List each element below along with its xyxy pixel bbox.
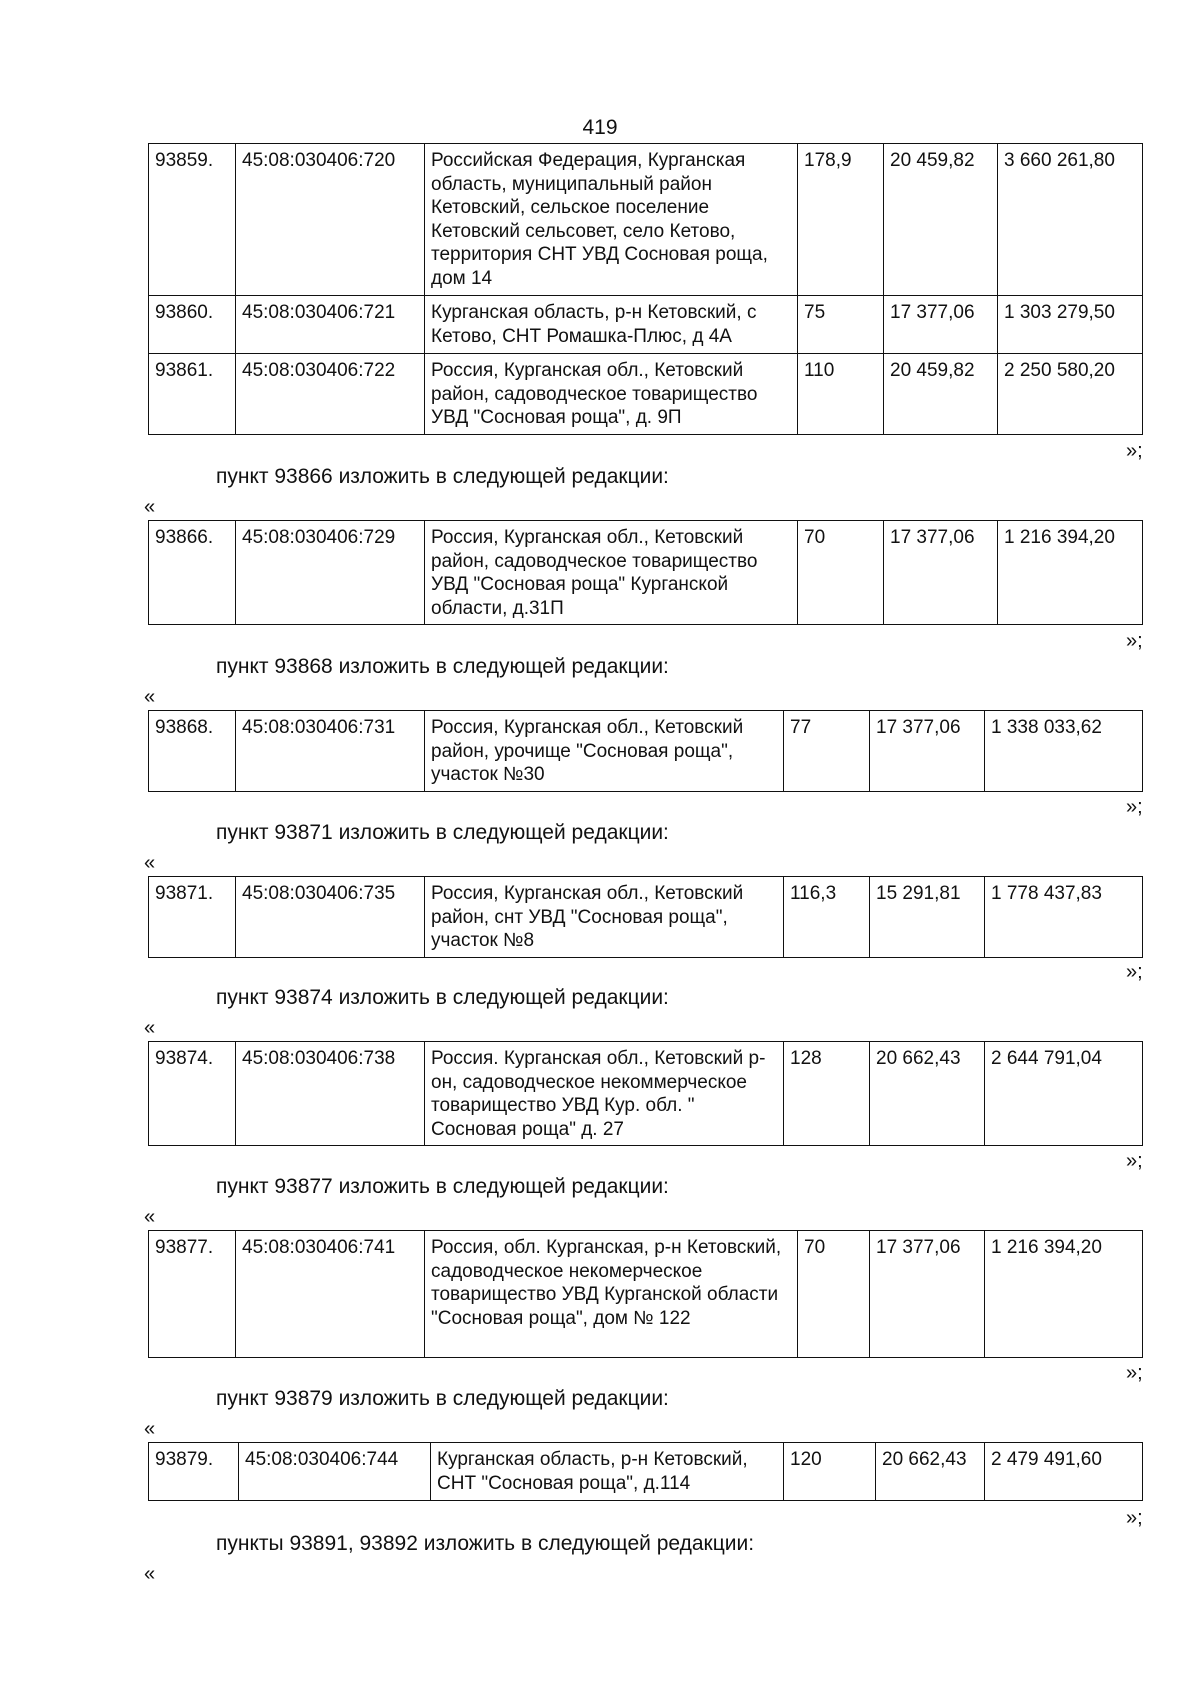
opening-quote: « [144, 852, 156, 874]
row-number: 93879. [149, 1443, 239, 1501]
address: Курганская область, р-н Кетовский, с Кетово, СНТ Ромашка-Плюс, д 4А [425, 296, 798, 354]
section-heading: пункт 93874 изложить в следующей редакции: [216, 986, 669, 1009]
section-heading: пункт 93866 изложить в следующей редакции: [216, 465, 669, 488]
cadastral-number: 45:08:030406:731 [236, 711, 425, 792]
section-heading: пункт 93871 изложить в следующей редакции: [216, 821, 669, 844]
table-block-93879 [148, 1442, 1144, 1501]
page-number: 419 [582, 116, 618, 139]
area: 77 [784, 711, 870, 792]
cadastral-value: 1 216 394,20 [985, 1231, 1143, 1358]
table-block-93868 [148, 710, 1144, 792]
table-row [149, 1443, 1143, 1501]
area: 128 [784, 1042, 870, 1146]
section-heading: пункт 93868 изложить в следующей редакции: [216, 655, 669, 678]
row-number: 93871. [149, 877, 236, 958]
address: Россия, Курганская обл., Кетовский район, снт УВД "Сосновая роща", участок №8 [425, 877, 784, 958]
registry-table [148, 710, 1143, 792]
table-row [149, 296, 1143, 354]
cadastral-number: 45:08:030406:729 [236, 521, 425, 625]
row-number: 93860. [149, 296, 236, 354]
opening-quote: « [144, 1017, 156, 1039]
section-heading: пункт 93877 изложить в следующей редакции: [216, 1175, 669, 1198]
registry-table [148, 876, 1143, 958]
area: 75 [798, 296, 884, 354]
table-row [149, 711, 1143, 792]
opening-quote: « [144, 686, 156, 708]
table-row [149, 877, 1143, 958]
closing-quote: »; [1126, 1150, 1143, 1172]
cadastral-number: 45:08:030406:738 [236, 1042, 425, 1146]
address: Россия. Курганская обл., Кетовский р-он, садоводческое некоммерческое товарищество УВД Кур. обл. " Сосновая роща" д. 27 [425, 1042, 784, 1146]
closing-quote: »; [1126, 961, 1143, 983]
registry-table [148, 520, 1143, 625]
closing-quote: »; [1126, 630, 1143, 652]
table-block-1 [148, 143, 1144, 435]
area: 70 [798, 521, 884, 625]
table-row [149, 1231, 1143, 1358]
table-block-93866 [148, 520, 1144, 625]
section-heading: пункты 93891, 93892 изложить в следующей редакции: [216, 1532, 755, 1555]
row-number: 93859. [149, 144, 236, 296]
cadastral-value: 1 338 033,62 [985, 711, 1143, 792]
address: Россия, Курганская обл., Кетовский район, садоводческое товарищество УВД "Сосновая роща" Курганской области, д.31П [425, 521, 798, 625]
price-per-unit: 17 377,06 [870, 1231, 985, 1358]
cadastral-value: 2 250 580,20 [998, 354, 1143, 435]
cadastral-number: 45:08:030406:722 [236, 354, 425, 435]
area: 116,3 [784, 877, 870, 958]
price-per-unit: 15 291,81 [870, 877, 985, 958]
cadastral-value: 1 778 437,83 [985, 877, 1143, 958]
opening-quote: « [144, 1418, 156, 1440]
address: Россия, обл. Курганская, р-н Кетовский, садоводческое некомерческое товарищество УВД Курганской области "Сосновая роща", дом № 122 [425, 1231, 798, 1358]
row-number: 93866. [149, 521, 236, 625]
price-per-unit: 20 662,43 [876, 1443, 985, 1501]
table-row [149, 521, 1143, 625]
table-row [149, 354, 1143, 435]
cadastral-number: 45:08:030406:735 [236, 877, 425, 958]
registry-table [148, 1442, 1143, 1501]
opening-quote: « [144, 1563, 156, 1585]
table-row [149, 1042, 1143, 1146]
cadastral-number: 45:08:030406:721 [236, 296, 425, 354]
area: 178,9 [798, 144, 884, 296]
address: Российская Федерация, Курганская область, муниципальный район Кетовский, сельское поселение Кетовский сельсовет, село Кетово, территория СНТ УВД Сосновая роща, дом 14 [425, 144, 798, 296]
table-block-93877 [148, 1230, 1144, 1358]
table-row [149, 144, 1143, 296]
opening-quote: « [144, 1206, 156, 1228]
row-number: 93874. [149, 1042, 236, 1146]
price-per-unit: 20 459,82 [884, 144, 998, 296]
address: Россия, Курганская обл., Кетовский район, урочище "Сосновая роща", участок №30 [425, 711, 784, 792]
section-heading: пункт 93879 изложить в следующей редакции: [216, 1387, 669, 1410]
cadastral-value: 2 644 791,04 [985, 1042, 1143, 1146]
closing-quote: »; [1126, 440, 1143, 462]
address: Россия, Курганская обл., Кетовский район, садоводческое товарищество УВД "Сосновая роща", д. 9П [425, 354, 798, 435]
closing-quote: »; [1126, 796, 1143, 818]
price-per-unit: 17 377,06 [884, 521, 998, 625]
area: 120 [784, 1443, 876, 1501]
cadastral-value: 3 660 261,80 [998, 144, 1143, 296]
closing-quote: »; [1126, 1507, 1143, 1529]
registry-table [148, 1041, 1143, 1146]
cadastral-value: 2 479 491,60 [985, 1443, 1143, 1501]
area: 110 [798, 354, 884, 435]
price-per-unit: 20 459,82 [884, 354, 998, 435]
closing-quote: »; [1126, 1362, 1143, 1384]
price-per-unit: 20 662,43 [870, 1042, 985, 1146]
cadastral-number: 45:08:030406:720 [236, 144, 425, 296]
registry-table [148, 1230, 1143, 1358]
cadastral-number: 45:08:030406:744 [239, 1443, 431, 1501]
cadastral-number: 45:08:030406:741 [236, 1231, 425, 1358]
cadastral-value: 1 303 279,50 [998, 296, 1143, 354]
table-block-93871 [148, 876, 1144, 958]
price-per-unit: 17 377,06 [884, 296, 998, 354]
row-number: 93877. [149, 1231, 236, 1358]
address: Курганская область, р-н Кетовский, СНТ "Сосновая роща", д.114 [431, 1443, 784, 1501]
opening-quote: « [144, 496, 156, 518]
area: 70 [798, 1231, 870, 1358]
row-number: 93861. [149, 354, 236, 435]
cadastral-value: 1 216 394,20 [998, 521, 1143, 625]
price-per-unit: 17 377,06 [870, 711, 985, 792]
registry-table [148, 143, 1143, 435]
row-number: 93868. [149, 711, 236, 792]
table-block-93874 [148, 1041, 1144, 1146]
